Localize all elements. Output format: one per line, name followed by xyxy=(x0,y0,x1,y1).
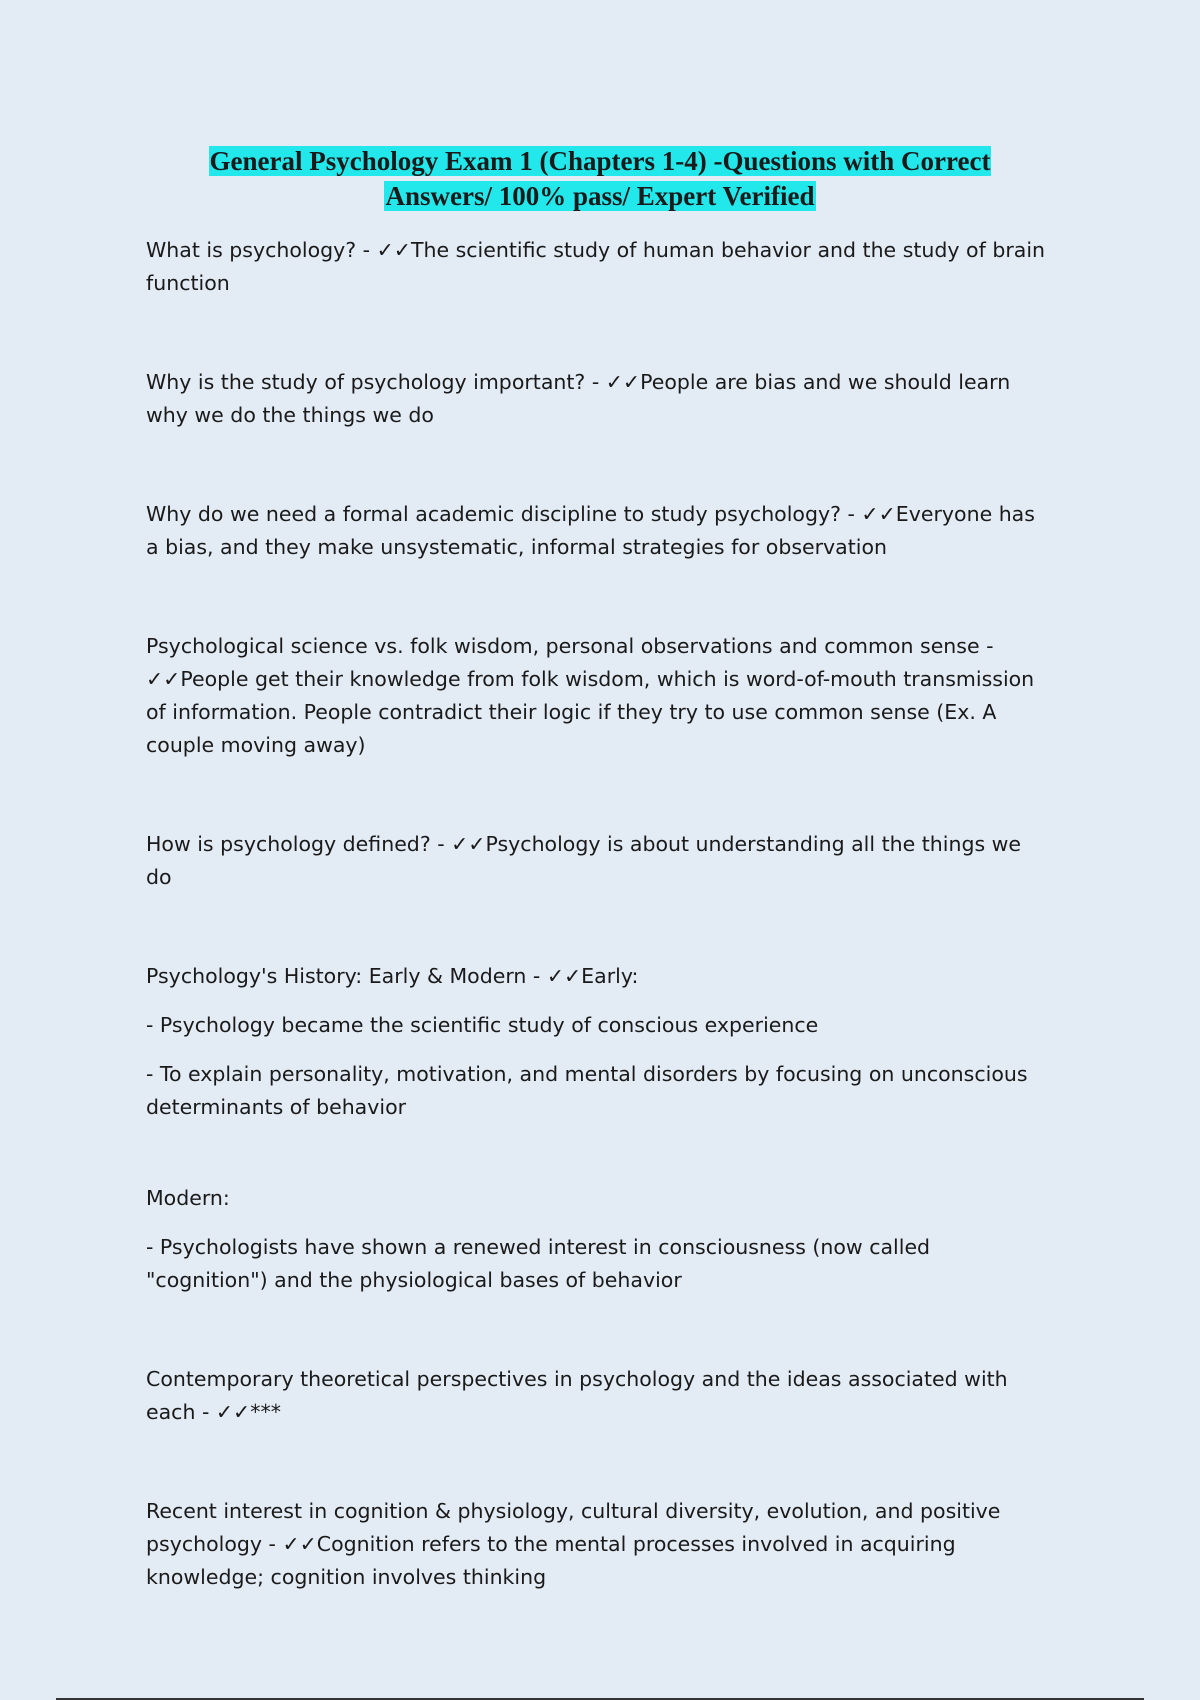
document-title xyxy=(140,144,1060,214)
qa-item: Psychological science vs. folk wisdom, personal observations and common sense - ✓✓People get their knowledge from folk wisdom, which is word-of-mouth transmission of information. People contradict their logic if they try to use common sense (Ex. A couple moving away) xyxy=(146,634,1035,757)
qa-item: Contemporary theoretical perspectives in psychology and the ideas associated with each - ✓✓*** xyxy=(146,1367,1008,1424)
list-item: - To explain personality, motivation, and mental disorders by focusing on unconscious determinants of behavior xyxy=(146,1062,1028,1119)
title-line-1: General Psychology Exam 1 (Chapters 1-4) -Questions with Correct xyxy=(209,146,991,176)
qa-item: Why is the study of psychology important? - ✓✓People are bias and we should learn why we do the things we do xyxy=(146,370,1011,427)
qa-list xyxy=(146,234,1046,1594)
qa-item: Modern: xyxy=(146,1186,230,1210)
qa-item: Psychology's History: Early & Modern - ✓✓Early: xyxy=(146,964,639,988)
qa-item: What is psychology? - ✓✓The scientific study of human behavior and the study of brain function xyxy=(146,238,1046,295)
qa-item: Recent interest in cognition & physiology, cultural diversity, evolution, and positive psychology - ✓✓Cognition refers to the mental processes involved in acquiring knowledge; cognition involves thinking xyxy=(146,1499,1001,1589)
list-item: - Psychologists have shown a renewed interest in consciousness (now called "cognition") and the physiological bases of behavior xyxy=(146,1235,931,1292)
list-item: - Psychology became the scientific study of conscious experience xyxy=(146,1013,819,1037)
qa-item: Why do we need a formal academic discipline to study psychology? - ✓✓Everyone has a bias, and they make unsystematic, informal strategies for observation xyxy=(146,502,1035,559)
title-line-2: Answers/ 100% pass/ Expert Verified xyxy=(385,181,815,211)
qa-item: How is psychology defined? - ✓✓Psychology is about understanding all the things we do xyxy=(146,832,1022,889)
